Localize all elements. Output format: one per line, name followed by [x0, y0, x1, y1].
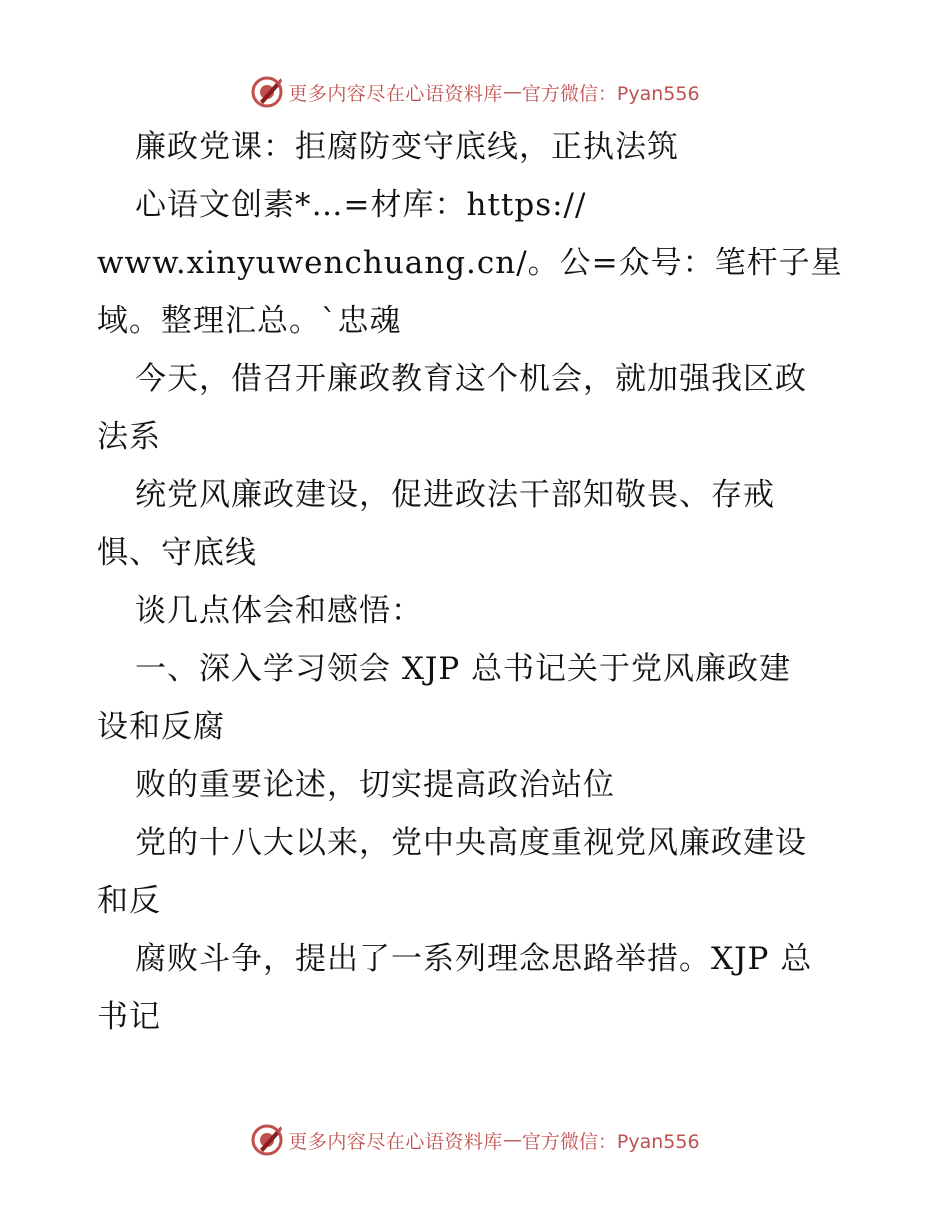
text-line: www.xinyuwenchuang.cn/。公=众号：笔杆子星 — [97, 245, 843, 281]
text-line: 心语文创素*…=材库：https:// — [135, 187, 587, 223]
banner-slogan: 更多内容尽在心语资料库 — [288, 82, 503, 105]
brand-logo-icon — [250, 1123, 284, 1157]
text-line: 法系 — [97, 419, 161, 455]
footer-banner — [0, 1120, 950, 1160]
header-banner — [0, 72, 950, 112]
text-line: 域。整理汇总。`忠魂 — [97, 303, 402, 339]
banner-wechat: 官方微信：Pyan556 — [521, 1130, 700, 1153]
banner-wechat: 官方微信：Pyan556 — [521, 82, 700, 105]
text-line: 一、深入学习领会 XJP 总书记关于党风廉政建 — [135, 651, 792, 687]
text-line: 党的十八大以来，党中央高度重视党风廉政建设 — [135, 825, 807, 861]
text-line: 和反 — [97, 883, 161, 919]
text-line: 设和反腐 — [97, 709, 225, 745]
document-body — [97, 118, 867, 1046]
banner-separator: — — [502, 1129, 522, 1151]
text-line: 统党风廉政建设，促进政法干部知敬畏、存戒 — [135, 477, 775, 513]
text-line: 今天，借召开廉政教育这个机会，就加强我区政 — [135, 361, 807, 397]
text-line: 廉政党课：拒腐防变守底线，正执法筑 — [135, 129, 679, 165]
text-line: 败的重要论述，切实提高政治站位 — [135, 767, 615, 803]
text-line: 惧、守底线 — [97, 535, 257, 571]
banner-slogan: 更多内容尽在心语资料库 — [288, 1130, 503, 1153]
text-line: 谈几点体会和感悟： — [135, 593, 423, 629]
brand-logo-icon — [250, 75, 284, 109]
text-line: 书记 — [97, 999, 161, 1035]
banner-separator: — — [502, 81, 522, 103]
text-line: 腐败斗争，提出了一系列理念思路举措。XJP 总 — [135, 941, 813, 977]
